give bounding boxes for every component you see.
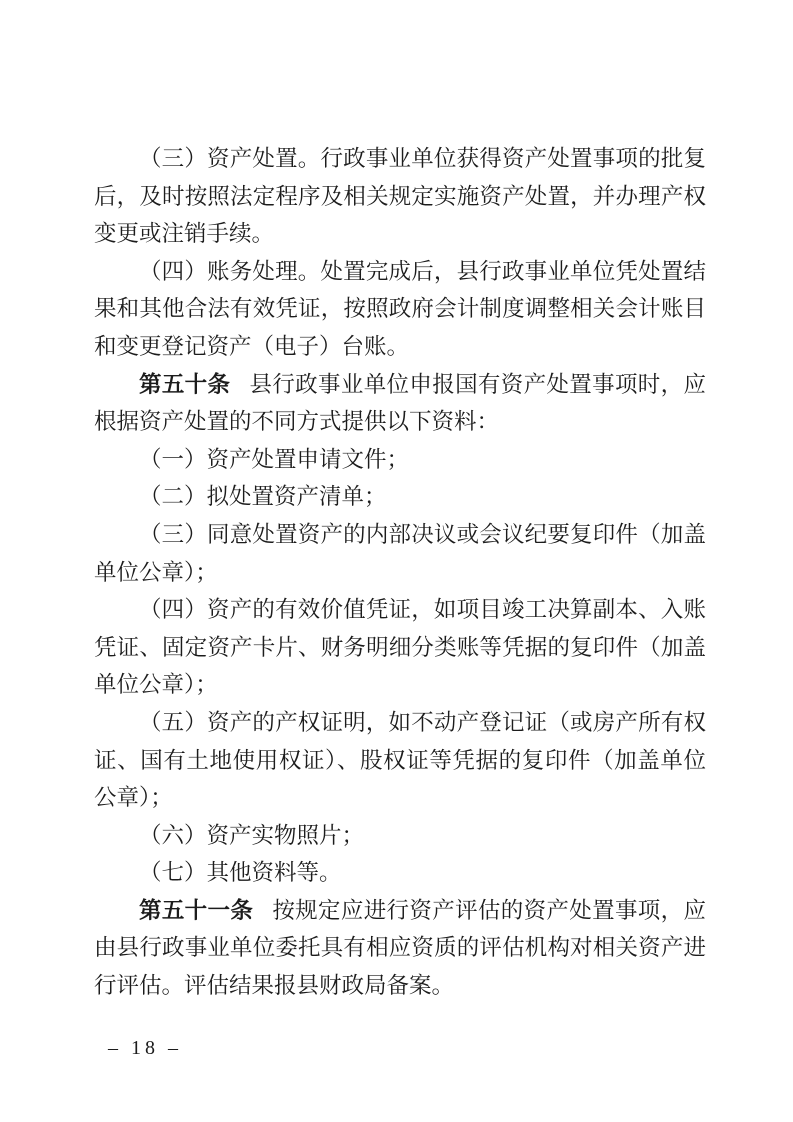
paragraph-text: （四）账务处理。处置完成后，县行政事业单位凭处置结果和其他合法有效凭证，按照政府会计制度调整相关会计账目和变更登记资产（电子）台账。 — [94, 258, 706, 359]
paragraph-list-item-2 — [94, 478, 706, 516]
paragraph-text: （二）拟处置资产清单； — [139, 484, 387, 510]
paragraph-item-4-accounting — [94, 253, 706, 366]
paragraph-list-item-7 — [94, 854, 706, 892]
document-body — [94, 140, 706, 1005]
paragraph-text: （三）资产处置。行政事业单位获得资产处置事项的批复后，及时按照法定程序及相关规定实施资产处置，并办理产权变更或注销手续。 — [94, 146, 706, 247]
paragraph-text: （五）资产的产权证明，如不动产登记证（或房产所有权证、国有土地使用权证）、股权证等凭据的复印件（加盖单位公章）； — [94, 709, 706, 811]
paragraph-list-item-3 — [94, 516, 706, 591]
paragraph-list-item-4 — [94, 591, 706, 704]
article-50-number: 第五十条 — [139, 371, 231, 397]
page-footer — [108, 1035, 182, 1061]
article-51-number: 第五十一条 — [139, 897, 254, 923]
paragraph-list-item-6 — [94, 817, 706, 855]
paragraph-text: 县行政事业单位申报国有资产处置事项时，应根据资产处置的不同方式提供以下资料： — [94, 371, 706, 435]
paragraph-text: （七）其他资料等。 — [139, 860, 342, 886]
paragraph-text: （六）资产实物照片； — [139, 822, 365, 848]
paragraph-item-3-disposal — [94, 140, 706, 253]
page-number: – 18 – — [108, 1037, 182, 1059]
paragraph-list-item-5 — [94, 704, 706, 817]
paragraph-text: （四）资产的有效价值凭证，如项目竣工决算副本、入账凭证、固定资产卡片、财务明细分类账等凭据的复印件（加盖单位公章）； — [94, 597, 706, 698]
paragraph-text: （三）同意处置资产的内部决议或会议纪要复印件（加盖单位公章）； — [94, 521, 706, 585]
paragraph-text: （一）资产处置申请文件； — [139, 446, 410, 472]
paragraph-list-item-1 — [94, 441, 706, 479]
paragraph-article-51 — [94, 892, 706, 1005]
paragraph-text: 按规定应进行资产评估的资产处置事项，应由县行政事业单位委托具有相应资质的评估机构对相关资产进行评估。评估结果报县财政局备案。 — [94, 897, 706, 999]
paragraph-article-50 — [94, 366, 706, 441]
